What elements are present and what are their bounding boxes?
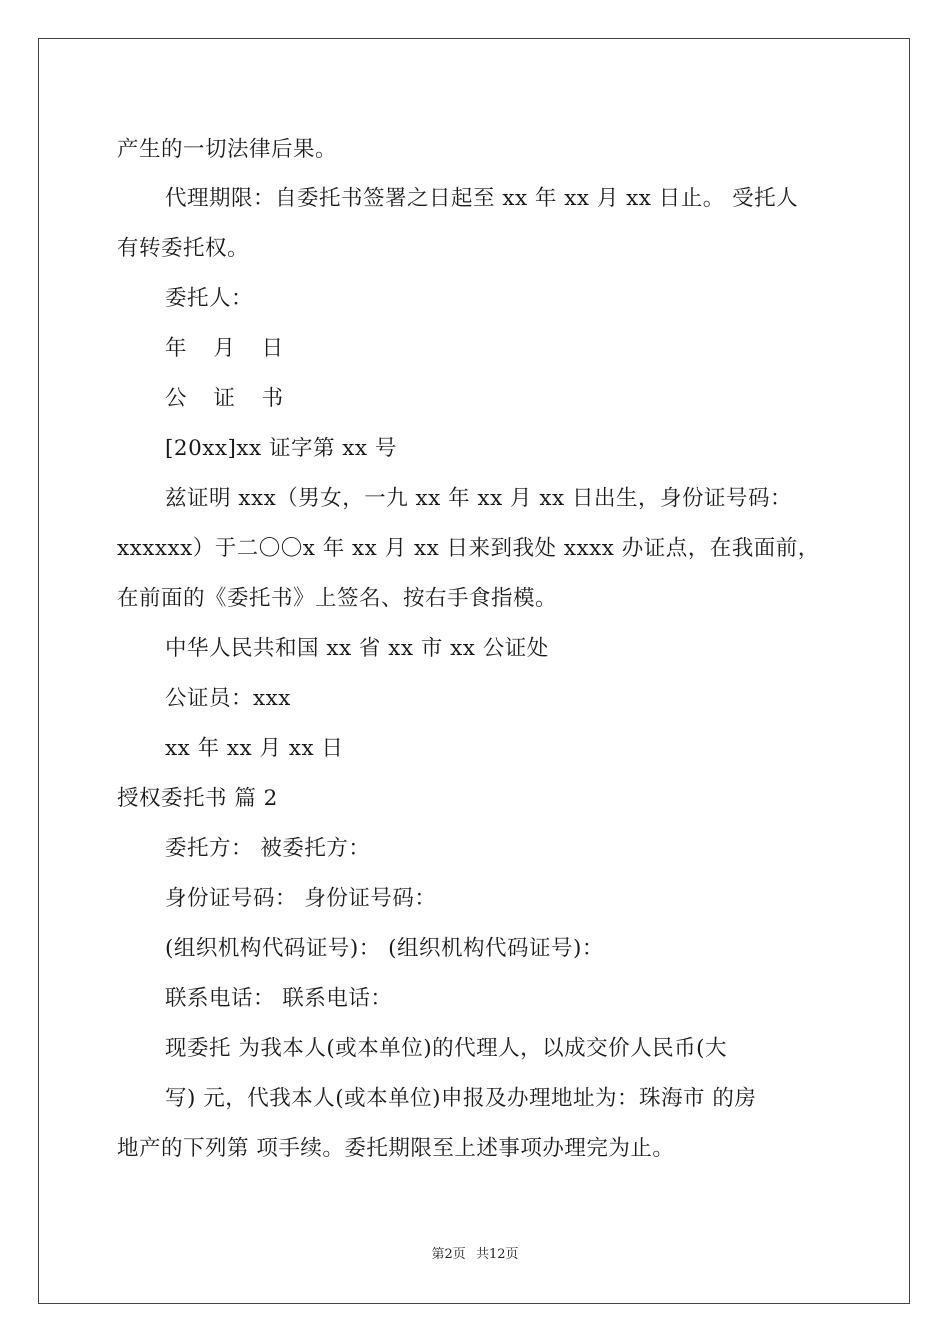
- text-line: 现委托 为我本人(或本单位)的代理人，以成交价人民币(大: [165, 1036, 728, 1061]
- form-line: 联系电话： 联系电话：: [165, 986, 393, 1011]
- form-line: 委托方： 被委托方：: [165, 836, 371, 861]
- document-number: [20xx]xx 证字第 xx 号: [165, 436, 397, 461]
- text-line: 兹证明 xxx（男女，一九 xx 年 xx 月 xx 日出生，身份证号码：: [165, 486, 792, 511]
- date-line: xx 年 xx 月 xx 日: [165, 736, 344, 761]
- form-line: (组织机构代码证号)： (组织机构代码证号)：: [165, 936, 604, 961]
- date-line: 年 月 日: [165, 336, 294, 361]
- text-line: 公证员：xxx: [165, 686, 291, 711]
- section-heading: 公 证 书: [165, 386, 294, 411]
- text-line: 中华人民共和国 xx 省 xx 市 xx 公证处: [165, 636, 549, 661]
- page-total: 共12页: [475, 1247, 519, 1262]
- form-line: 身份证号码： 身份证号码：: [165, 886, 437, 911]
- text-line: 在前面的《委托书》上签名、按右手食指模。: [117, 586, 558, 611]
- page-border: [38, 38, 910, 1304]
- text-line: 代理期限：自委托书签署之日起至 xx 年 xx 月 xx 日止。 受托人: [165, 186, 799, 211]
- text-line: 产生的一切法律后果。: [117, 137, 338, 162]
- text-line: 有转委托权。: [117, 236, 250, 261]
- text-line: 地产的下列第 项手续。委托期限至上述事项办理完为止。: [117, 1136, 675, 1161]
- page-number: 第2页: [431, 1247, 466, 1262]
- text-line: 委托人：: [165, 286, 254, 311]
- page-footer: [0, 1246, 950, 1264]
- text-line: xxxxxx）于二〇〇x 年 xx 月 xx 日来到我处 xxxx 办证点，在我面前，: [117, 536, 820, 561]
- section-heading: 授权委托书 篇 2: [117, 786, 278, 811]
- text-line: 写) 元，代我本人(或本单位)申报及办理地址为：珠海市 的房: [165, 1086, 757, 1111]
